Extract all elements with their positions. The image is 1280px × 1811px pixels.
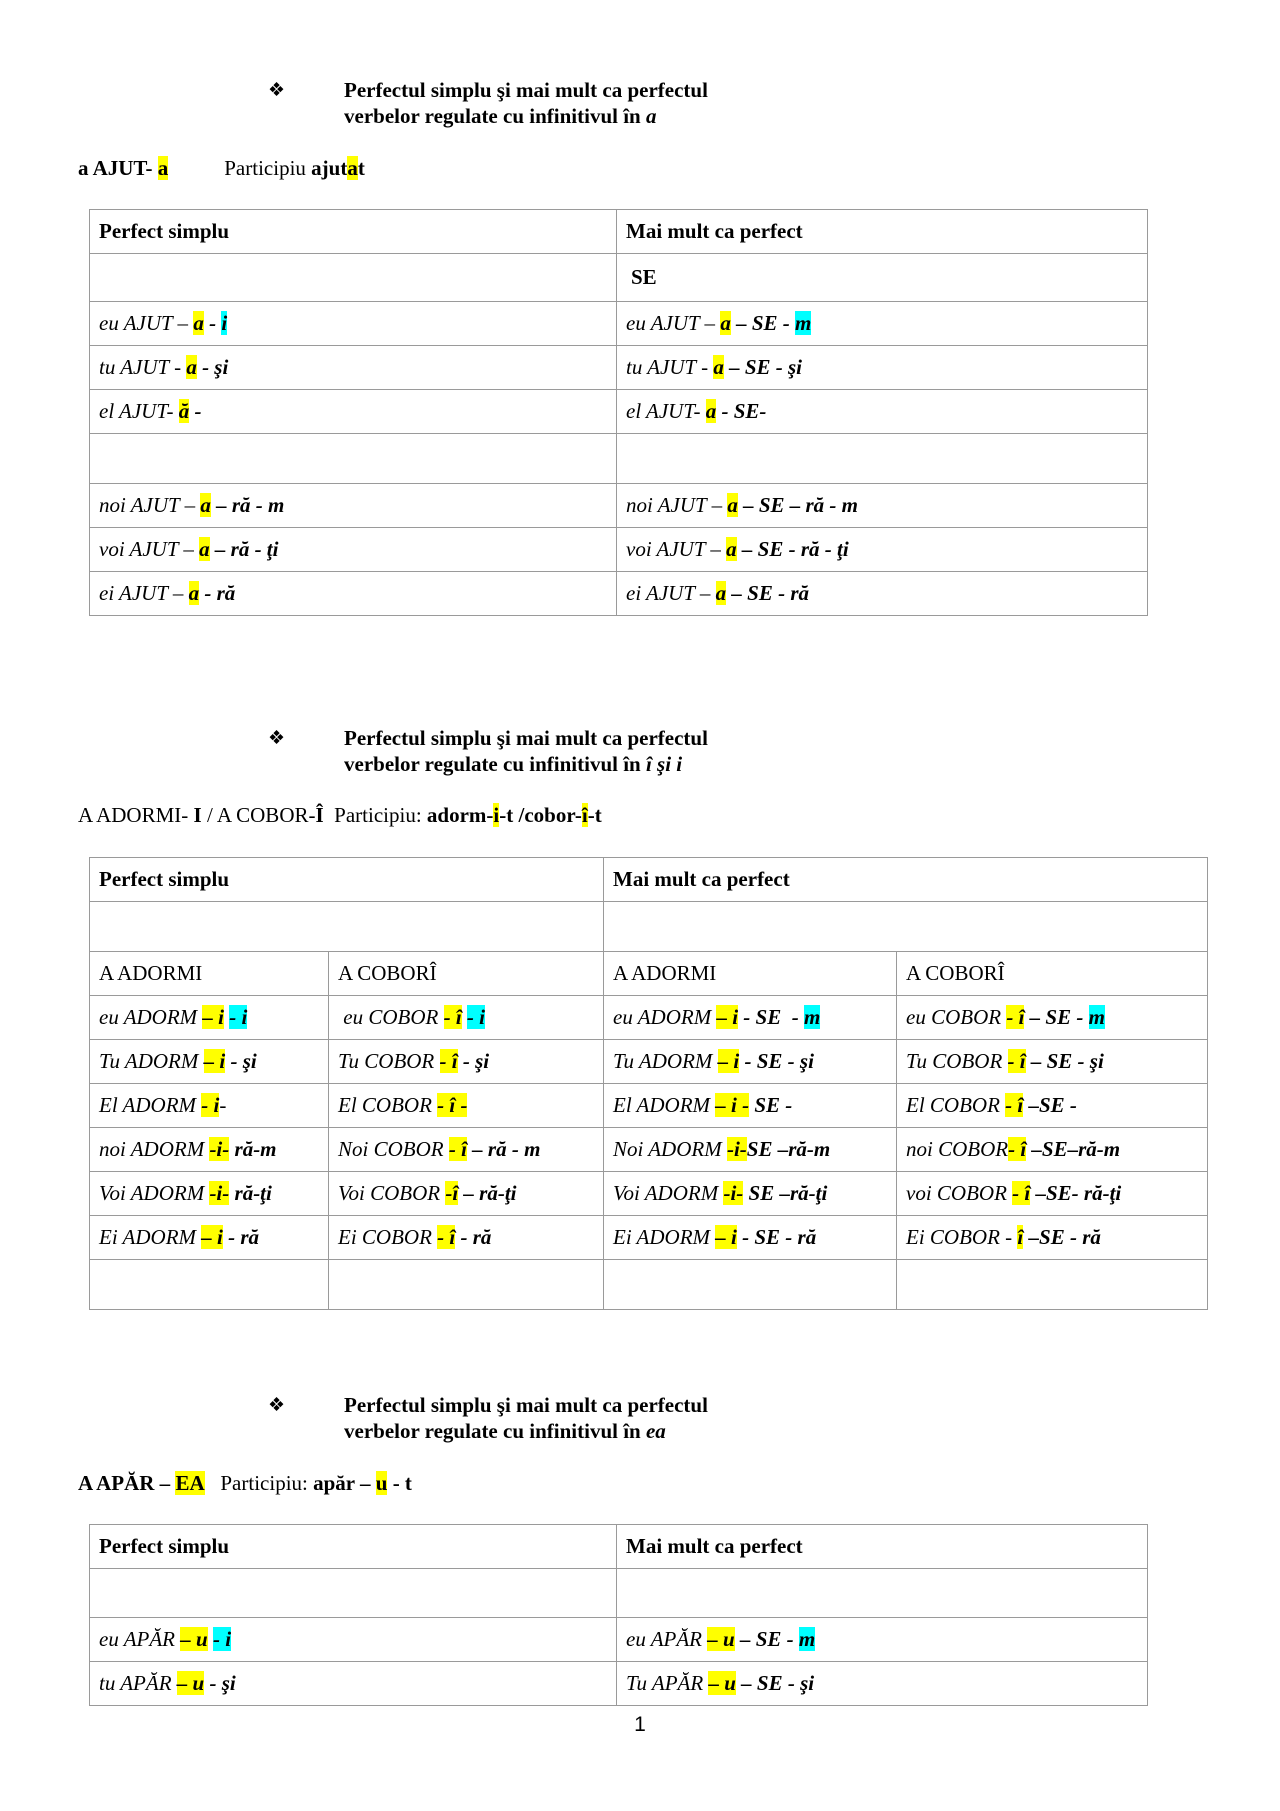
table-cell: Tu ADORM – i - şi <box>90 1040 329 1084</box>
table-cell: Ei COBOR - î –SE - ră <box>897 1216 1208 1260</box>
verb-label: A COBORÎ <box>897 952 1208 996</box>
table-cell: eu APĂR – u - i <box>90 1618 617 1662</box>
table-cell: Ei ADORM – i - SE - ră <box>604 1216 897 1260</box>
diamond-bullet-icon: ❖ <box>268 728 286 749</box>
table-cell: Noi COBOR - î – ră - m <box>329 1128 604 1172</box>
table-cell: El ADORM – i - SE - <box>604 1084 897 1128</box>
heading-line-1: Perfectul simplu şi mai mult ca perfectul <box>344 726 708 750</box>
section-2-subtitle: A ADORMI- I / A COBOR-Î Participiu: adorm-i-t /cobor-î-t <box>78 803 602 827</box>
table-cell: el AJUT- ă - <box>90 390 617 434</box>
table-cell: Noi ADORM -i-SE –ră-m <box>604 1128 897 1172</box>
table-cell-empty <box>90 902 604 952</box>
table-cell: El ADORM - i- <box>90 1084 329 1128</box>
table-row <box>90 572 1148 616</box>
table-cell: Voi ADORM -i- SE –ră-ţi <box>604 1172 897 1216</box>
column-header: Mai mult ca perfect <box>617 1525 1148 1569</box>
table-cell-empty <box>604 902 1208 952</box>
table-cell: tu AJUT - a - şi <box>90 346 617 390</box>
column-header: Mai mult ca perfect <box>617 210 1148 254</box>
table-cell: eu AJUT – a - i <box>90 302 617 346</box>
table-row <box>90 1662 1148 1706</box>
table-header-row <box>90 858 1208 902</box>
table-cell: El COBOR - î - <box>329 1084 604 1128</box>
table-cell: ei AJUT – a - ră <box>90 572 617 616</box>
table-cell: Tu COBOR - î – SE - şi <box>897 1040 1208 1084</box>
table-header-row <box>90 210 1148 254</box>
table-cell-empty <box>90 434 617 484</box>
column-header: Perfect simplu <box>90 210 617 254</box>
table-cell: noi AJUT – a – ră - m <box>90 484 617 528</box>
table-cell: eu ADORM – i - SE - m <box>604 996 897 1040</box>
table-cell: tu APĂR – u - şi <box>90 1662 617 1706</box>
heading-line-2: verbelor regulate cu infinitivul în î şi i <box>344 752 683 776</box>
table-row <box>90 996 1208 1040</box>
table-cell-empty <box>90 1569 617 1618</box>
table-cell-empty <box>90 1260 329 1310</box>
verb-label: A ADORMI <box>604 952 897 996</box>
table-cell-empty <box>897 1260 1208 1310</box>
table-row <box>90 346 1148 390</box>
heading-line-2: verbelor regulate cu infinitivul în a <box>344 104 657 128</box>
table-header-row <box>90 1525 1148 1569</box>
table-row <box>90 1084 1208 1128</box>
page-number: 1 <box>634 1713 646 1736</box>
table-cell: eu COBOR - î – SE - m <box>897 996 1208 1040</box>
column-header: Mai mult ca perfect <box>604 858 1208 902</box>
table-cell: noi ADORM -i- ră-m <box>90 1128 329 1172</box>
table-row <box>90 1128 1208 1172</box>
table-cell: eu APĂR – u – SE - m <box>617 1618 1148 1662</box>
table-row-empty <box>90 1260 1208 1310</box>
section-1-subtitle: a AJUT- a Participiu ajutat <box>78 156 365 180</box>
table-row <box>90 528 1148 572</box>
table-cell: eu ADORM – i - i <box>90 996 329 1040</box>
verb-label: A ADORMI <box>90 952 329 996</box>
diamond-bullet-icon: ❖ <box>268 1395 286 1416</box>
section-3-subtitle: A APĂR – EA Participiu: apăr – u - t <box>78 1471 412 1495</box>
table-cell: Tu APĂR – u – SE - şi <box>617 1662 1148 1706</box>
table-row <box>90 484 1148 528</box>
table-cell: voi COBOR - î –SE- ră-ţi <box>897 1172 1208 1216</box>
table-row <box>90 1172 1208 1216</box>
table-cell: ei AJUT – a – SE - ră <box>617 572 1148 616</box>
table-cell-empty <box>604 1260 897 1310</box>
table-row <box>90 302 1148 346</box>
table-row <box>90 1618 1148 1662</box>
section-2-table <box>89 857 1208 1310</box>
table-cell: El COBOR - î –SE - <box>897 1084 1208 1128</box>
table-cell-empty <box>329 1260 604 1310</box>
table-cell: Voi COBOR -î – ră-ţi <box>329 1172 604 1216</box>
section-2-heading <box>268 725 708 777</box>
table-cell: Tu COBOR - î - şi <box>329 1040 604 1084</box>
table-cell: voi AJUT – a – ră - ţi <box>90 528 617 572</box>
table-row <box>90 390 1148 434</box>
column-header: Perfect simplu <box>90 1525 617 1569</box>
heading-line-1: Perfectul simplu şi mai mult ca perfectul <box>344 78 708 102</box>
table-row <box>90 1216 1208 1260</box>
table-row-empty <box>90 902 1208 952</box>
heading-line-1: Perfectul simplu şi mai mult ca perfectul <box>344 1393 708 1417</box>
section-1-table <box>89 209 1148 616</box>
verb-header-row <box>90 952 1208 996</box>
table-cell: noi COBOR- î –SE–ră-m <box>897 1128 1208 1172</box>
table-cell: Tu ADORM – i - SE - şi <box>604 1040 897 1084</box>
section-3-table <box>89 1524 1148 1706</box>
table-cell-empty <box>617 1569 1148 1618</box>
table-cell: voi AJUT – a – SE - ră - ţi <box>617 528 1148 572</box>
se-label: SE <box>617 254 1148 302</box>
table-row-empty <box>90 1569 1148 1618</box>
table-cell: noi AJUT – a – SE – ră - m <box>617 484 1148 528</box>
table-cell: Ei ADORM – i - ră <box>90 1216 329 1260</box>
table-cell: eu COBOR - î - i <box>329 996 604 1040</box>
heading-line-2: verbelor regulate cu infinitivul în ea <box>344 1419 666 1443</box>
table-row <box>90 1040 1208 1084</box>
column-header: Perfect simplu <box>90 858 604 902</box>
table-cell: eu AJUT – a – SE - m <box>617 302 1148 346</box>
table-cell-empty <box>617 434 1148 484</box>
table-row <box>90 254 1148 302</box>
diamond-bullet-icon: ❖ <box>268 80 286 101</box>
section-3-heading <box>268 1392 708 1444</box>
table-cell: Ei COBOR - î - ră <box>329 1216 604 1260</box>
section-1-heading <box>268 77 708 129</box>
table-cell: tu AJUT - a – SE - şi <box>617 346 1148 390</box>
table-row-empty <box>90 434 1148 484</box>
table-cell-empty <box>90 254 617 302</box>
table-cell: el AJUT- a - SE- <box>617 390 1148 434</box>
table-cell: Voi ADORM -i- ră-ţi <box>90 1172 329 1216</box>
verb-label: A COBORÎ <box>329 952 604 996</box>
